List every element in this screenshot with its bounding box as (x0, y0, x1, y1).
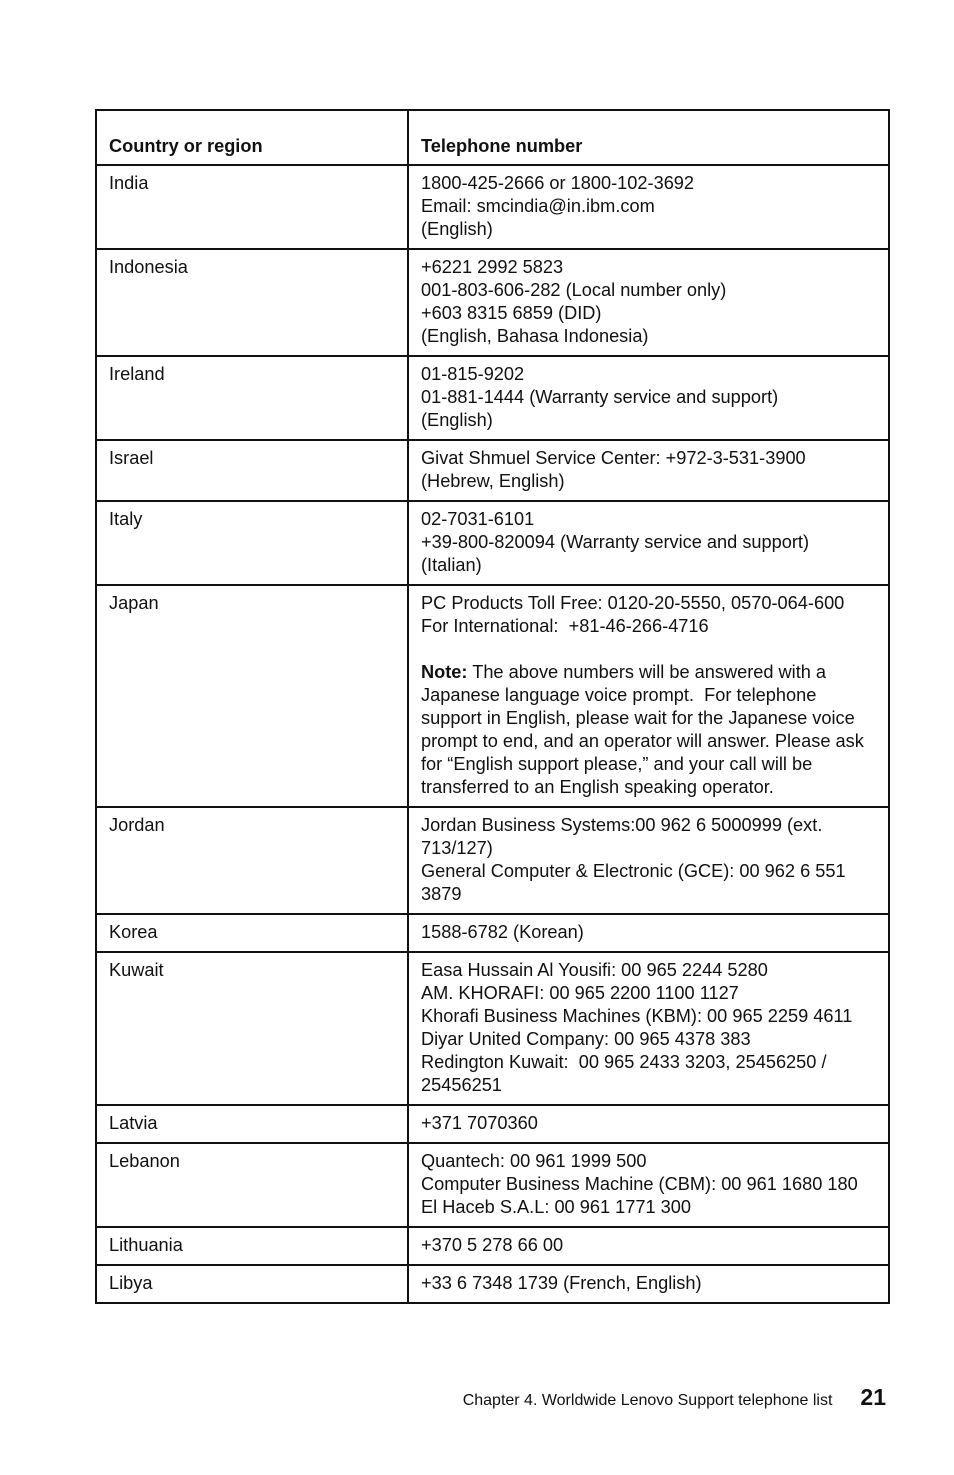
country-cell: Lithuania (96, 1227, 408, 1265)
telephone-line: Khorafi Business Machines (KBM): 00 965 2259 4611 (421, 1006, 853, 1026)
telephone-cell (408, 501, 889, 585)
telephone-line: Diyar United Company: 00 965 4378 383 (421, 1029, 751, 1049)
telephone-cell (408, 1143, 889, 1227)
telephone-cell (408, 1265, 889, 1303)
country-cell: Latvia (96, 1105, 408, 1143)
telephone-line: (Hebrew, English) (421, 471, 565, 491)
table-row (96, 1265, 889, 1303)
telephone-line: 01-815-9202 (421, 364, 525, 384)
telephone-line: (English) (421, 410, 493, 430)
country-cell: India (96, 165, 408, 249)
header-telephone: Telephone number (408, 110, 889, 165)
telephone-line: Computer Business Machine (CBM): 00 961 1680 180 (421, 1174, 858, 1194)
table-row (96, 807, 889, 914)
table-row (96, 914, 889, 952)
telephone-line: +371 7070360 (421, 1113, 538, 1133)
telephone-line: For International: +81-46-266-4716 (421, 616, 709, 636)
telephone-line: (Italian) (421, 555, 482, 575)
telephone-line: Redington Kuwait: 00 965 2433 3203, 25456250 / 25456251 (421, 1052, 832, 1095)
country-cell: Indonesia (96, 249, 408, 356)
country-cell: Israel (96, 440, 408, 501)
telephone-line: +603 8315 6859 (DID) (421, 303, 602, 323)
telephone-cell (408, 440, 889, 501)
note-label: Note: (421, 662, 468, 682)
header-country: Country or region (96, 110, 408, 165)
telephone-line: Jordan Business Systems:00 962 6 5000999 (ext. 713/127) (421, 815, 828, 858)
table-header-row (96, 110, 889, 165)
table-body (96, 165, 889, 1303)
telephone-line: +33 6 7348 1739 (French, English) (421, 1273, 702, 1293)
country-cell: Jordan (96, 807, 408, 914)
note-spacer (421, 638, 880, 661)
table-row (96, 501, 889, 585)
telephone-cell (408, 914, 889, 952)
table-row (96, 585, 889, 807)
telephone-line: 1588-6782 (Korean) (421, 922, 584, 942)
telephone-cell (408, 249, 889, 356)
telephone-cell (408, 1227, 889, 1265)
telephone-cell (408, 1105, 889, 1143)
telephone-line: +370 5 278 66 00 (421, 1235, 564, 1255)
telephone-line: +6221 2992 5823 (421, 257, 564, 277)
country-cell: Ireland (96, 356, 408, 440)
chapter-title: Chapter 4. Worldwide Lenovo Support telephone list (462, 1392, 833, 1409)
telephone-line: (English) (421, 219, 493, 239)
telephone-cell (408, 952, 889, 1105)
telephone-line: PC Products Toll Free: 0120-20-5550, 0570-064-600 (421, 593, 845, 613)
table-row (96, 356, 889, 440)
table-row (96, 1143, 889, 1227)
telephone-line: Quantech: 00 961 1999 500 (421, 1151, 647, 1171)
country-cell: Korea (96, 914, 408, 952)
telephone-cell (408, 356, 889, 440)
telephone-line: 1800-425-2666 or 1800-102-3692 (421, 173, 695, 193)
country-cell: Italy (96, 501, 408, 585)
telephone-cell (408, 585, 889, 807)
country-cell: Lebanon (96, 1143, 408, 1227)
table-row (96, 249, 889, 356)
table-row (96, 1227, 889, 1265)
country-cell: Libya (96, 1265, 408, 1303)
support-phone-table (95, 109, 890, 1304)
table-row (96, 1105, 889, 1143)
note-text: The above numbers will be answered with a Japanese language voice prompt. For telephone support in English, please wait for the Japanese voice prompt to end, and an operator will answer. Please ask for “English support please,” and your call will be transferred to an English speaking operator. (421, 662, 869, 797)
telephone-line: (English, Bahasa Indonesia) (421, 326, 649, 346)
note-paragraph (421, 661, 880, 799)
table-row (96, 952, 889, 1105)
telephone-line: Easa Hussain Al Yousifi: 00 965 2244 5280 (421, 960, 768, 980)
telephone-cell (408, 807, 889, 914)
telephone-line: Email: smcindia@in.ibm.com (421, 196, 655, 216)
telephone-line: 001-803-606-282 (Local number only) (421, 280, 727, 300)
telephone-line: 02-7031-6101 (421, 509, 535, 529)
telephone-line: +39-800-820094 (Warranty service and support) (421, 532, 810, 552)
page-footer (463, 1384, 886, 1411)
telephone-line: General Computer & Electronic (GCE): 00 962 6 551 3879 (421, 861, 851, 904)
page-number: 21 (860, 1384, 886, 1410)
telephone-cell (408, 165, 889, 249)
telephone-line: El Haceb S.A.L: 00 961 1771 300 (421, 1197, 691, 1217)
telephone-line: Givat Shmuel Service Center: +972-3-531-3900 (421, 448, 806, 468)
country-cell: Japan (96, 585, 408, 807)
table-row (96, 440, 889, 501)
telephone-line: 01-881-1444 (Warranty service and support) (421, 387, 779, 407)
telephone-line: AM. KHORAFI: 00 965 2200 1100 1127 (421, 983, 739, 1003)
country-cell: Kuwait (96, 952, 408, 1105)
table-row (96, 165, 889, 249)
